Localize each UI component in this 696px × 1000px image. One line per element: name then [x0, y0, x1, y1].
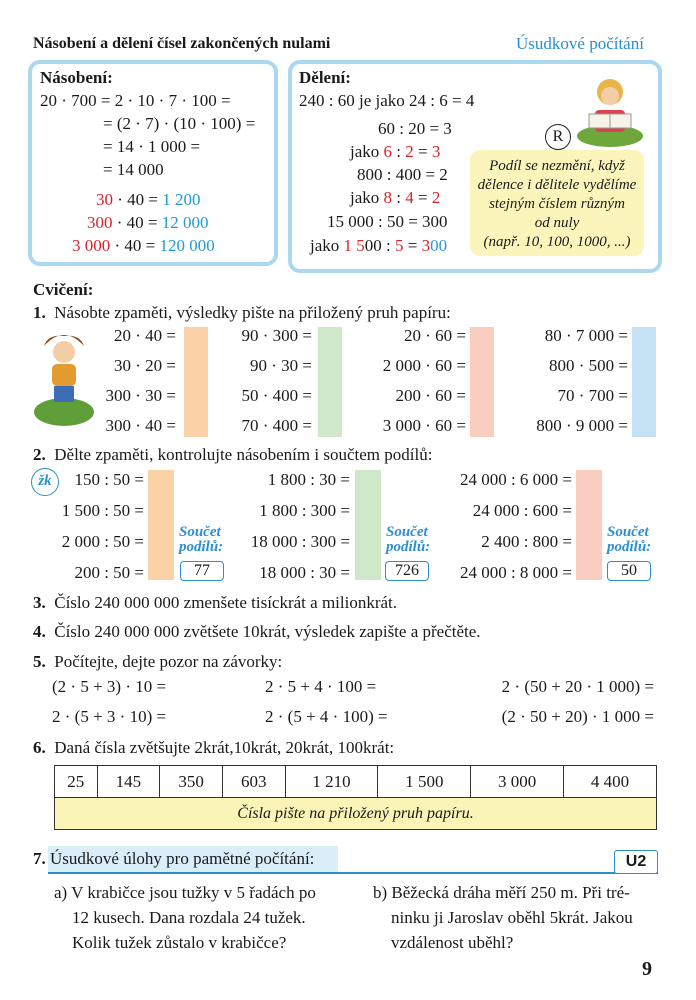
answer-strip-ex1-col2: [318, 327, 342, 437]
exercise-2-heading: 2. Dělte zpaměti, kontrolujte násobením i součtem podílů:: [33, 445, 433, 464]
ex6-note: Čísla pište na přiložený pruh papíru.: [55, 798, 657, 830]
ex1-item: 20 · 60 =: [404, 326, 466, 345]
multiplication-heading: Násobení:: [40, 68, 113, 87]
exercise-6-heading: 6. Daná čísla zvětšujte 2krát,10krát, 20krát, 100krát:: [33, 738, 395, 757]
section-title: Úsudkové počítání: [516, 34, 644, 53]
page-number: 9: [642, 958, 652, 980]
ex2-item: 1 800 : 30 =: [267, 470, 350, 489]
division-tip-box: [470, 150, 644, 256]
exercise-5-heading: 5. Počítejte, dejte pozor na závorky:: [33, 652, 283, 671]
ex5-item: 2 · (5 + 3 · 10) =: [52, 707, 167, 726]
ex1-item: 90 · 300 =: [241, 326, 312, 345]
sum-label-2: Součet podílů:: [386, 524, 431, 555]
ex1-item: 90 · 30 =: [250, 356, 312, 375]
mult-example-2: 300 · 40 = 12 000: [87, 213, 209, 232]
ex2-item: 18 000 : 30 =: [259, 563, 350, 582]
ex1-item: 200 · 60 =: [395, 386, 466, 405]
answer-strip-ex1-col4: [632, 327, 656, 437]
boy-illustration: [30, 328, 98, 428]
table-row: [55, 798, 657, 830]
ex5-item: (2 · 5 + 3) · 10 =: [52, 677, 167, 696]
ex5-item: (2 · 50 + 20) · 1 000 =: [501, 707, 654, 726]
answer-strip-ex2-col3: [576, 470, 602, 580]
ex2-item: 24 000 : 8 000 =: [459, 563, 572, 582]
ex1-item: 30 · 20 =: [114, 356, 176, 375]
answer-strip-ex2-col2: [355, 470, 381, 580]
r-badge: R: [545, 124, 571, 150]
ex1-item: 3 000 · 60 =: [382, 416, 466, 435]
mult-example-3: 3 000 · 40 = 120 000: [72, 236, 215, 255]
page-title: Násobení a dělení čísel zakončených nulami: [33, 35, 331, 52]
ex1-item: 2 000 · 60 =: [382, 356, 466, 375]
table-cell: 350: [160, 766, 223, 798]
ex1-item: 70 · 700 =: [557, 386, 628, 405]
answer-strip-ex1-col1: [184, 327, 208, 437]
ex5-item: 2 · (50 + 20 · 1 000) =: [501, 677, 654, 696]
ex2-item: 2 000 : 50 =: [61, 532, 144, 551]
tip-line-2: dělence i dělitele vydělíme: [477, 177, 637, 193]
sum-box-3: 50: [607, 561, 651, 581]
ex2-item: 1 500 : 50 =: [61, 501, 144, 520]
answer-strip-ex1-col3: [470, 327, 494, 437]
division-row-1: 60 : 20 = 3: [378, 119, 452, 138]
ex2-item: 2 400 : 800 =: [481, 532, 572, 551]
division-row-2: jako 6 : 2 = 3: [350, 142, 441, 161]
ex2-item: 24 000 : 6 000 =: [459, 470, 572, 489]
division-row-4: jako 8 : 4 = 2: [350, 188, 441, 207]
ex2-item: 24 000 : 600 =: [472, 501, 572, 520]
division-row-5: 15 000 : 50 = 300: [327, 212, 448, 231]
tip-line-5: (např. 10, 100, 1000, ...): [483, 234, 631, 250]
sum-label-3: Součet podílů:: [607, 524, 652, 555]
mult-line-2: = (2 · 7) · (10 · 100) =: [103, 114, 256, 133]
mult-line-3: = 14 · 1 000 =: [103, 137, 201, 156]
table-row: [55, 766, 657, 798]
division-row-3: 800 : 400 = 2: [357, 165, 448, 184]
ex5-item: 2 · 5 + 4 · 100 =: [265, 677, 377, 696]
table-cell: 1 210: [285, 766, 378, 798]
table-cell: 25: [55, 766, 98, 798]
table-cell: 145: [97, 766, 160, 798]
u2-badge: U2: [614, 850, 658, 874]
ex1-item: 300 · 30 =: [105, 386, 176, 405]
ex5-item: 2 · (5 + 4 · 100) =: [265, 707, 388, 726]
ex2-item: 200 : 50 =: [74, 563, 144, 582]
ex1-item: 800 · 500 =: [549, 356, 628, 375]
ex1-item: 50 · 400 =: [241, 386, 312, 405]
ex1-item: 800 · 9 000 =: [536, 416, 628, 435]
exercise-1-heading: 1. Násobte zpaměti, výsledky pište na přiložený pruh papíru:: [33, 303, 451, 322]
girl-reading-illustration: [575, 70, 645, 150]
exercise-3: 3. Číslo 240 000 000 zmenšete tisíckrát a milionkrát.: [33, 593, 398, 612]
exercise-7-divider: [48, 872, 658, 874]
sum-label-1: Součet podílů:: [179, 524, 224, 555]
division-heading: Dělení:: [299, 68, 351, 87]
ex1-item: 300 · 40 =: [105, 416, 176, 435]
ex2-item: 150 : 50 =: [74, 470, 144, 489]
exercises-title: Cvičení:: [33, 280, 94, 299]
ex1-item: 70 · 400 =: [241, 416, 312, 435]
mult-example-1: 30 · 40 = 1 200: [96, 190, 201, 209]
table-cell: 603: [222, 766, 285, 798]
sum-box-2: 726: [385, 561, 429, 581]
ex2-item: 1 800 : 300 =: [259, 501, 350, 520]
tip-line-1: Podíl se nezmění, když: [489, 158, 625, 174]
tip-line-3: stejným číslem různým: [489, 196, 625, 212]
sum-box-1: 77: [180, 561, 224, 581]
table-cell: 3 000: [471, 766, 564, 798]
mult-line-1: 20 · 700 = 2 · 10 · 7 · 100 =: [40, 91, 231, 110]
exercise-4: 4. Číslo 240 000 000 zvětšete 10krát, výsledek zapište a přečtěte.: [33, 622, 481, 641]
ex7-task-a: a) V krabičce jsou tužky v 5 řadách po 12 kusech. Dana rozdala 24 tužek. Kolik tužek zůstalo v krabičce?: [54, 883, 316, 952]
zk-badge: žk: [31, 468, 59, 496]
ex2-item: 18 000 : 300 =: [250, 532, 350, 551]
ex1-item: 20 · 40 =: [114, 326, 176, 345]
ex7-task-b: b) Běžecká dráha měří 250 m. Při tré- ninku ji Jaroslav oběhl 5krát. Jakou vzdálenost uběhl?: [373, 883, 633, 952]
table-cell: 4 400: [564, 766, 657, 798]
tip-line-4: od nuly: [534, 215, 580, 231]
exercise-7-heading: 7. Úsudkové úlohy pro pamětné počítání:: [33, 849, 315, 868]
mult-line-4: = 14 000: [103, 160, 164, 179]
ex1-item: 80 · 7 000 =: [544, 326, 628, 345]
division-row-6: jako 1 500 : 5 = 300: [310, 236, 448, 255]
table-cell: 1 500: [378, 766, 471, 798]
ex6-table: [54, 765, 657, 830]
answer-strip-ex2-col1: [148, 470, 174, 580]
division-intro: 240 : 60 je jako 24 : 6 = 4: [299, 91, 475, 110]
